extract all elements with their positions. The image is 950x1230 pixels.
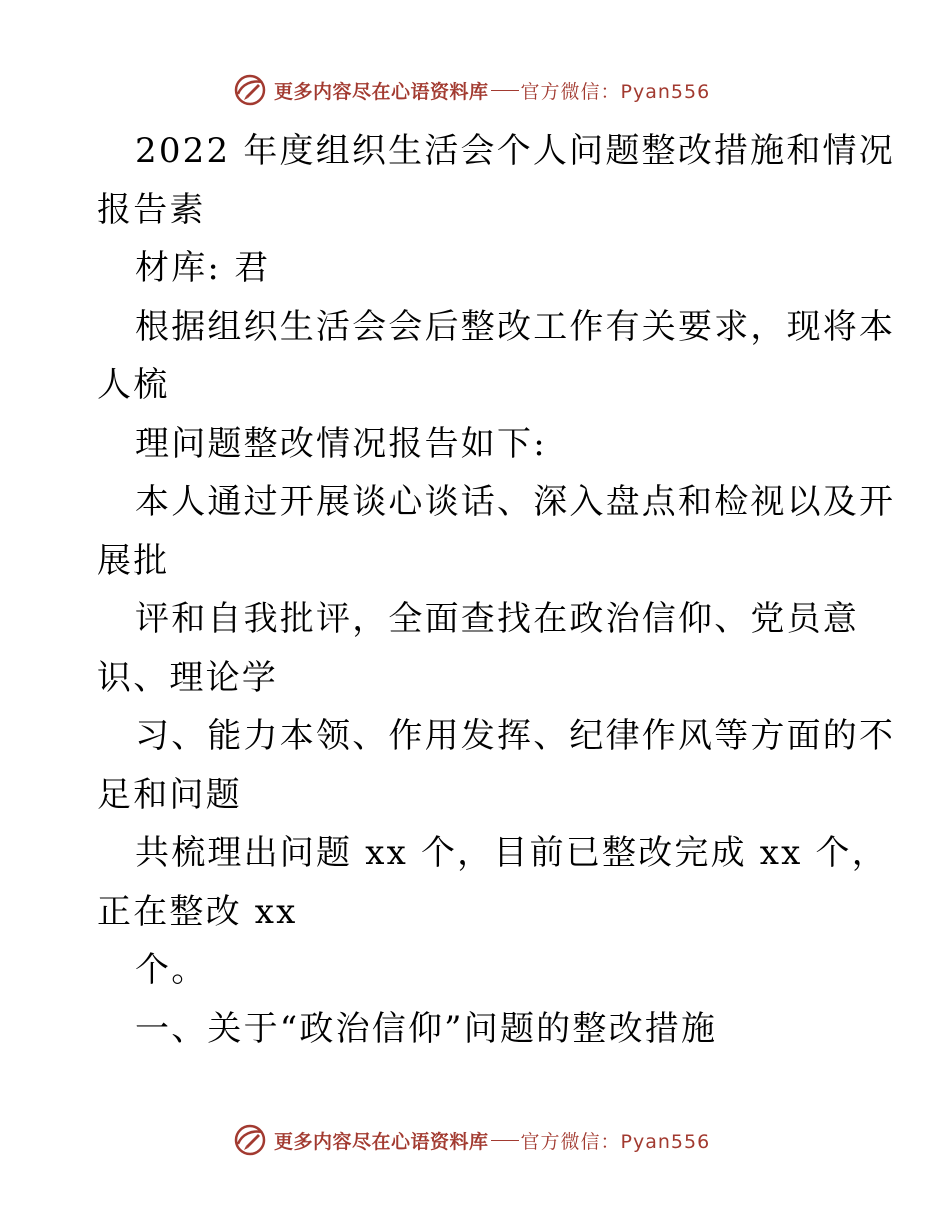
document-line: 本人通过开展谈心谈话、深入盘点和检视以及开 bbox=[135, 482, 896, 522]
banner-divider bbox=[491, 1140, 519, 1141]
document-line: 根据组织生活会会后整改工作有关要求，现将本 bbox=[135, 306, 896, 347]
document-line: 正在整改 xx bbox=[97, 891, 298, 932]
banner-brand-text: 更多内容尽在心语资料库 bbox=[274, 1130, 489, 1153]
document-line: 材库: 君 bbox=[135, 248, 271, 288]
document-line: 个。 bbox=[135, 950, 208, 990]
document-line: 共梳理出问题 xx 个，目前已整改完成 xx 个， bbox=[135, 833, 888, 873]
document-line: 一、关于“政治信仰”问题的整改措施 bbox=[135, 1008, 718, 1049]
document-body bbox=[97, 122, 896, 1058]
document-line: 识、理论学 bbox=[97, 657, 278, 698]
banner-wechat-text: 官方微信：Pyan556 bbox=[520, 1130, 711, 1153]
banner-divider bbox=[491, 90, 519, 91]
banner-wechat-text: 官方微信：Pyan556 bbox=[520, 80, 711, 103]
document-line: 足和问题 bbox=[97, 774, 242, 815]
document-line: 展批 bbox=[97, 540, 170, 581]
document-line: 2022 年度组织生活会个人问题整改措施和情况 bbox=[135, 131, 895, 171]
document-line: 评和自我批评，全面查找在政治信仰、党员意 bbox=[135, 599, 859, 639]
header-banner bbox=[232, 70, 710, 110]
banner-brand-text: 更多内容尽在心语资料库 bbox=[274, 80, 489, 103]
document-line: 理问题整改情况报告如下: bbox=[135, 423, 547, 464]
document-line: 习、能力本领、作用发挥、纪律作风等方面的不 bbox=[135, 716, 896, 756]
pen-circle-logo-icon bbox=[232, 1122, 268, 1158]
document-line: 报告素 bbox=[97, 189, 206, 230]
pen-circle-logo-icon bbox=[232, 72, 268, 108]
footer-banner bbox=[232, 1120, 710, 1160]
document-line: 人梳 bbox=[97, 365, 170, 405]
